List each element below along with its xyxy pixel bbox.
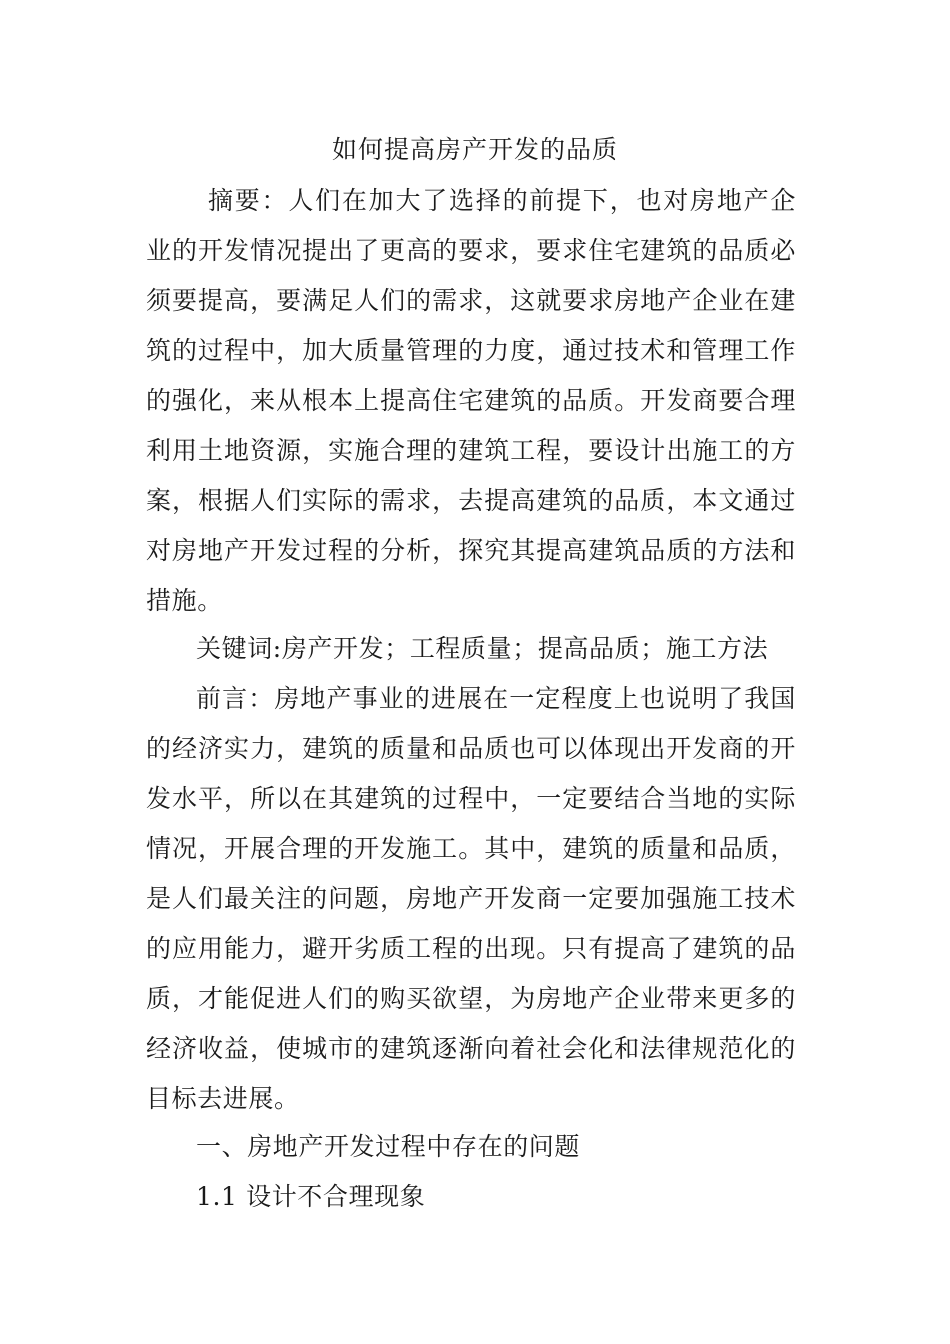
document-title: 如何提高房产开发的品质 xyxy=(331,135,618,164)
abstract-paragraph: 摘要：人们在加大了选择的前提下，也对房地产企业的开发情况提出了更高的要求，要求住宅建筑的品质必须要提高，要满足人们的需求，这就要求房地产企业在建筑的过程中，加大质量管理的力度，通过技术和管理工作的强化，来从根本上提高住宅建筑的品质。开发商要合理利用土地资源，实施合理的建筑工程，要设计出施工的方案，根据人们实际的需求，去提高建筑的品质，本文通过对房地产开发过程的分析，探究其提高建筑品质的方法和措施。 xyxy=(146,186,796,615)
preface-paragraph: 前言：房地产事业的进展在一定程度上也说明了我国的经济实力，建筑的质量和品质也可以体现出开发商的开发水平，所以在其建筑的过程中，一定要结合当地的实际情况，开展合理的开发施工。其中，建筑的质量和品质，是人们最关注的问题，房地产开发商一定要加强施工技术的应用能力，避开劣质工程的出现。只有提高了建筑的品质，才能促进人们的购买欲望，为房地产企业带来更多的经济收益，使城市的建筑逐渐向着社会化和法律规范化的目标去进展。 xyxy=(146,684,796,1113)
section-heading: 一、房地产开发过程中存在的问题 xyxy=(196,1132,581,1161)
keywords-line: 关键词:房产开发；工程质量；提高品质；施工方法 xyxy=(196,634,769,663)
subsection-heading: 1.1 设计不合理现象 xyxy=(196,1182,426,1211)
